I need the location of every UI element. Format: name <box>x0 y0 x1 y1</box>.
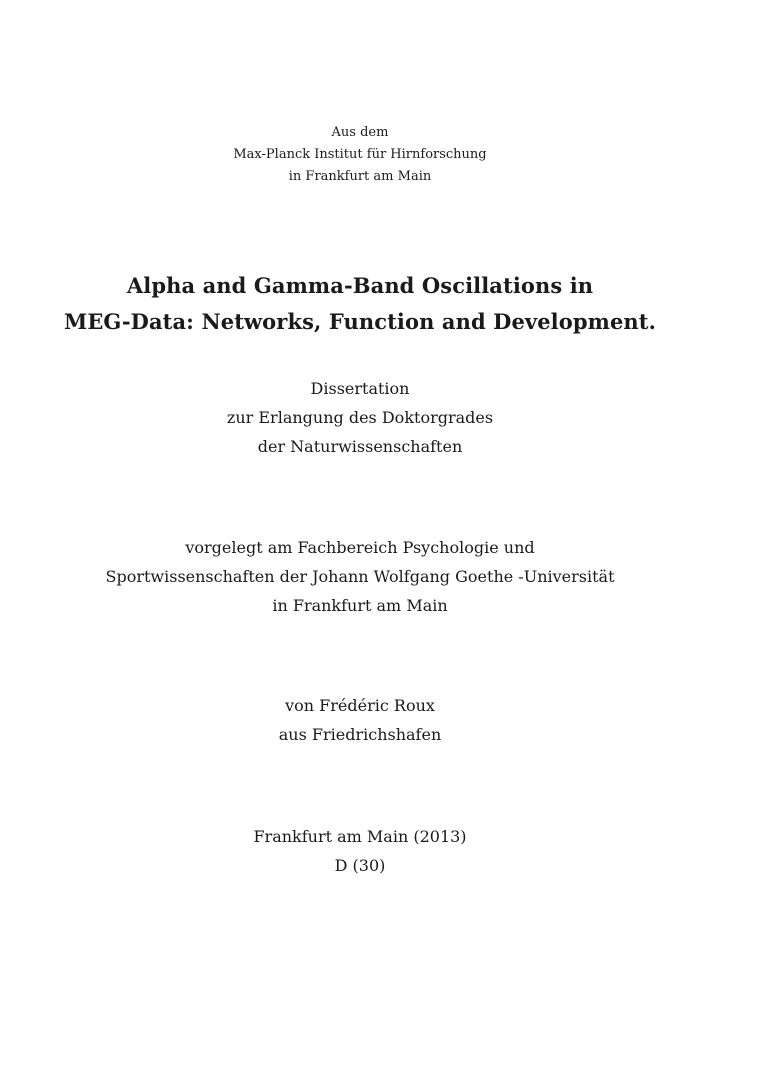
dissertation-title <box>20 268 700 340</box>
title-line: MEG-Data: Networks, Function and Development. <box>63 309 657 334</box>
institution-line: Aus dem <box>331 125 389 140</box>
submission-line: Sportwissenschaften der Johann Wolfgang Goethe -Universität <box>105 567 615 586</box>
submission-block <box>40 533 680 620</box>
author-line: aus Friedrichshafen <box>278 725 442 744</box>
title-line: Alpha and Gamma-Band Oscillations in <box>126 273 594 298</box>
institution-line: Max-Planck Institut für Hirnforschung <box>233 147 487 162</box>
author-line: von Frédéric Roux <box>285 696 435 715</box>
place-date-line: D (30) <box>334 856 386 875</box>
degree-line: Dissertation <box>310 379 410 398</box>
place-date-line: Frankfurt am Main (2013) <box>253 827 467 846</box>
institution-block <box>60 122 660 188</box>
submission-line: vorgelegt am Fachbereich Psychologie und <box>185 538 535 557</box>
place-date-block <box>60 822 660 880</box>
degree-line: zur Erlangung des Doktorgrades <box>226 408 494 427</box>
author-block <box>60 691 660 749</box>
degree-line: der Naturwissenschaften <box>257 437 463 456</box>
degree-block <box>60 374 660 461</box>
submission-line: in Frankfurt am Main <box>272 596 448 615</box>
institution-line: in Frankfurt am Main <box>288 169 432 184</box>
